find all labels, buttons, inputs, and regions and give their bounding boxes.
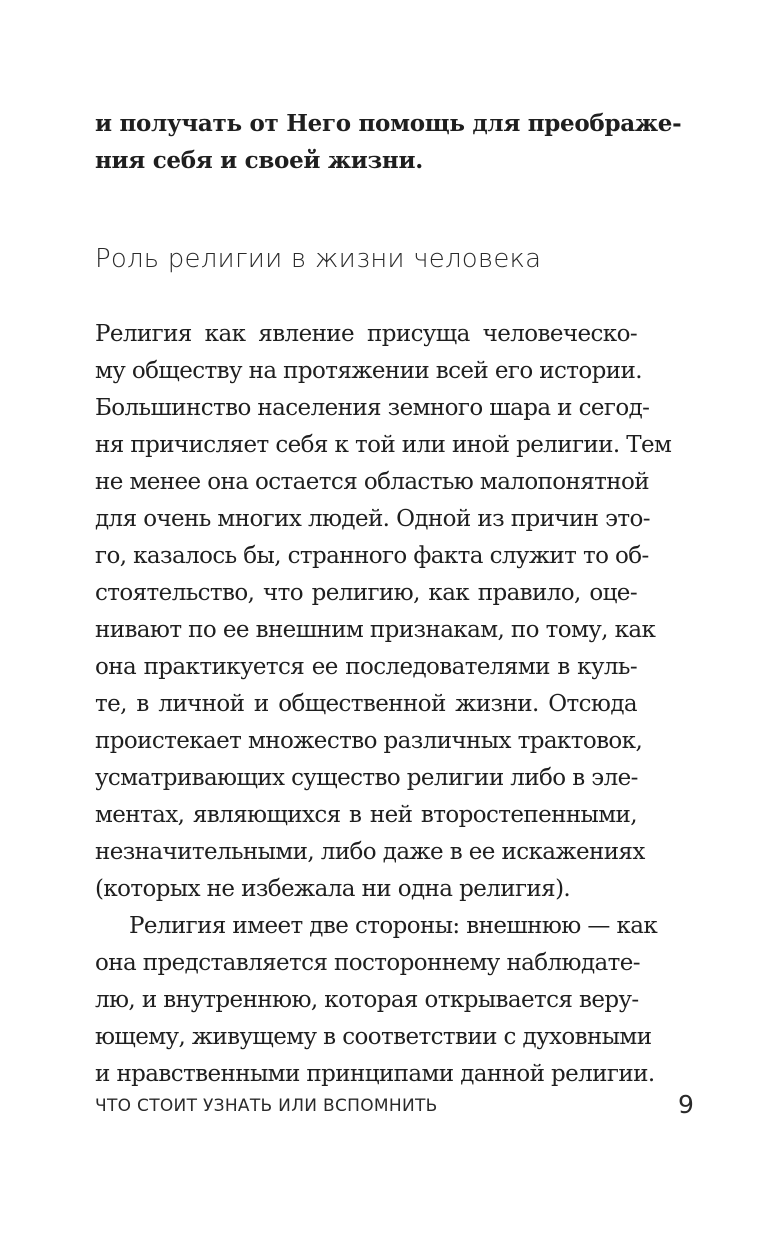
text-line: не менее она остается областью малопонятной (95, 469, 650, 495)
text-line: лю, и внутреннюю, которая открывается веру- (95, 987, 639, 1013)
text-line: му обществу на протяжении всей его истории. (95, 358, 642, 384)
text-line: (которых не избежала ни одна религия). (95, 876, 571, 902)
intro-line: ния себя и своей жизни. (95, 147, 423, 174)
text-line: усматривающих существо религии либо в эле- (95, 765, 638, 791)
text-line: ющему, живущему в соответствии с духовными (95, 1024, 652, 1050)
text-line: незначительными, либо даже в ее искажениях (95, 839, 645, 865)
text-line: для очень многих людей. Одной из причин это- (95, 506, 650, 532)
text-line: ня причисляет себя к той или иной религии. Тем (95, 432, 672, 458)
text-line: стоятельство, что религию, как правило, оце- (95, 580, 637, 606)
page-number: 9 (678, 1090, 694, 1119)
text-line: ментах, являющихся в ней второстепенными, (95, 802, 637, 828)
text-line: и нравственными принципами данной религии. (95, 1061, 655, 1087)
paragraph-1 (95, 316, 672, 908)
text-line: проистекает множество различных трактовок, (95, 728, 643, 754)
text-line: нивают по ее внешним признакам, по тому, как (95, 617, 656, 643)
text-line: те, в личной и общественной жизни. Отсюда (95, 691, 637, 717)
body-text (95, 316, 672, 1093)
text-line: го, казалось бы, странного факта служит то об- (95, 543, 649, 569)
text-line: она практикуется ее последователями в куль- (95, 654, 637, 680)
text-line: Религия как явление присуща человеческо- (95, 321, 637, 347)
paragraph-2 (95, 908, 658, 1093)
intro-line: и получать от Него помощь для преображе- (95, 110, 682, 137)
text-line: Религия имеет две стороны: внешнюю — как (129, 913, 658, 939)
section-heading: Роль религии в жизни человека (95, 244, 542, 274)
text-line: она представляется постороннему наблюдате- (95, 950, 640, 976)
running-footer-title: ЧТО СТОИТ УЗНАТЬ ИЛИ ВСПОМНИТЬ (95, 1096, 438, 1116)
text-line: Большинство населения земного шара и сегод- (95, 395, 650, 421)
intro-text (95, 105, 682, 179)
